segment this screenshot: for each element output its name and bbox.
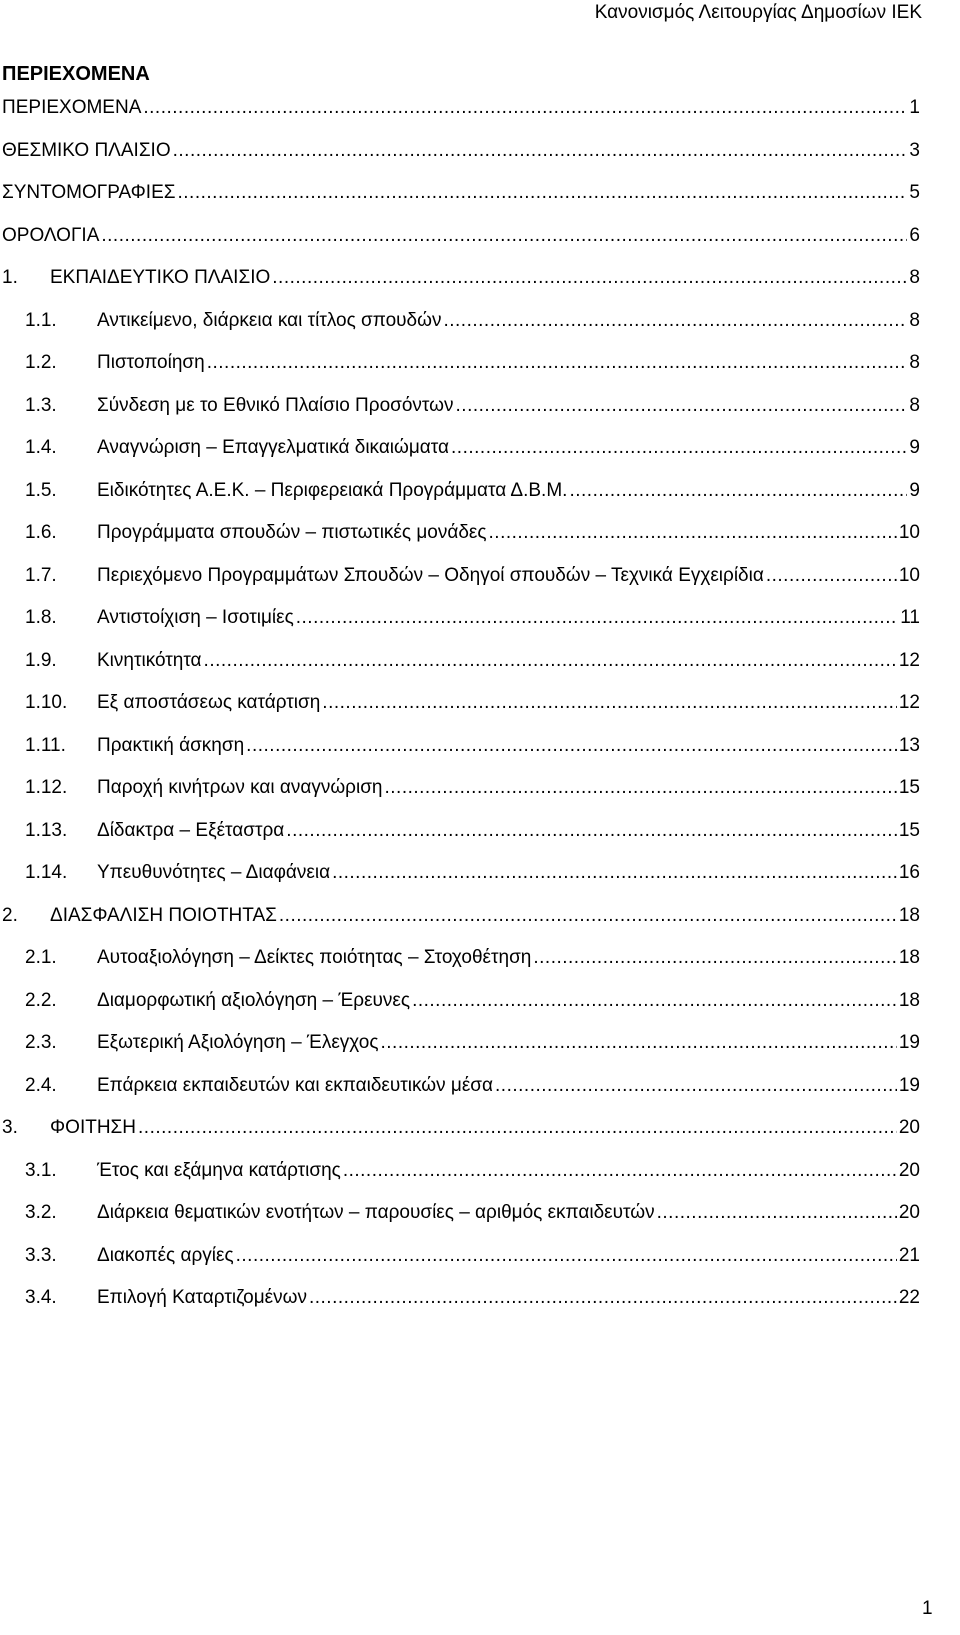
toc-entry-label: Παροχή κινήτρων και αναγνώριση [97, 777, 383, 798]
toc-entry-line [97, 521, 920, 545]
toc-entry-page: 8 [909, 352, 920, 373]
toc-entry-line [97, 861, 920, 885]
toc-entry[interactable] [0, 1159, 960, 1189]
toc-entry-number: 3.2. [25, 1202, 57, 1223]
toc-entry[interactable] [0, 1286, 960, 1316]
toc-entry-page: 3 [909, 139, 920, 161]
dot-leader [138, 1116, 897, 1140]
dot-leader [178, 181, 908, 205]
toc-entry-label: Αντικείμενο, διάρκεια και τίτλος σπουδών [97, 309, 442, 331]
toc-entry[interactable] [0, 946, 960, 976]
toc-entry-line [97, 394, 920, 418]
toc-entry[interactable] [0, 139, 960, 169]
toc-entry-page: 12 [898, 692, 920, 713]
dot-leader [204, 649, 897, 673]
toc-entry-page: 15 [898, 819, 920, 841]
toc-entry[interactable] [0, 691, 960, 721]
dot-leader [332, 861, 897, 885]
dot-leader [309, 1286, 897, 1310]
toc-entry-number: 2.4. [25, 1074, 57, 1096]
toc-entry[interactable] [0, 819, 960, 849]
toc-entry-line [97, 1201, 920, 1225]
dot-leader [451, 436, 907, 460]
dot-leader [207, 351, 908, 375]
toc-entry-number: 1.6. [25, 522, 57, 543]
toc-entry-page: 20 [898, 1159, 920, 1181]
toc-entry-number: 1.4. [25, 437, 57, 458]
toc-entry[interactable] [0, 266, 960, 296]
toc-entry-label: ΕΚΠΑΙΔΕΥΤΙΚΟ ΠΛΑΙΣΙΟ [50, 267, 271, 288]
dot-leader [533, 946, 897, 970]
dot-leader [495, 1074, 897, 1098]
toc-entry-page: 12 [898, 649, 920, 671]
dot-leader [296, 606, 899, 630]
toc-entry-number: 3.4. [25, 1287, 57, 1308]
toc-entry-label: Διάρκεια θεματικών ενοτήτων – παρουσίες – αριθμός εκπαιδευτών [97, 1202, 655, 1223]
toc-entry[interactable] [0, 861, 960, 891]
toc-entry-number: 2.1. [25, 947, 57, 968]
toc-entry-page: 18 [898, 904, 920, 926]
toc-entry[interactable] [0, 1074, 960, 1104]
dot-leader [569, 479, 907, 503]
dot-leader [322, 691, 897, 715]
dot-leader [343, 1159, 897, 1183]
toc-entry-number: 3.1. [25, 1159, 57, 1181]
dot-leader [657, 1201, 897, 1225]
toc-entry-page: 15 [898, 777, 920, 798]
toc-entry-line [2, 181, 920, 205]
toc-entry-label: Διαμορφωτική αξιολόγηση – Έρευνες [97, 989, 411, 1011]
toc-entry-line [97, 1159, 920, 1183]
toc-entry-page: 10 [898, 522, 920, 543]
dot-leader [101, 224, 907, 248]
toc-entry-page: 10 [898, 564, 920, 586]
toc-entry-line [2, 224, 920, 248]
toc-entry[interactable] [0, 309, 960, 339]
toc-entry-label: Εξωτερική Αξιολόγηση – Έλεγχος [97, 1032, 379, 1053]
toc-entry-page: 20 [898, 1202, 920, 1223]
toc-entry-page: 22 [898, 1287, 920, 1308]
toc-entry-line [50, 904, 920, 928]
toc-entry-line [97, 1031, 920, 1055]
toc-entry-label: ΔΙΑΣΦΑΛΙΣΗ ΠΟΙΟΤΗΤΑΣ [50, 904, 277, 926]
toc-entry[interactable] [0, 351, 960, 381]
toc-entry[interactable] [0, 224, 960, 254]
toc-entry-page: 8 [909, 309, 920, 331]
toc-entry-line [97, 946, 920, 970]
toc-entry-line [50, 1116, 920, 1140]
toc-entry-label: Σύνδεση με το Εθνικό Πλαίσιο Προσόντων [97, 394, 454, 416]
toc-entry-number: 2.3. [25, 1032, 57, 1053]
toc-entry-label: ΦΟΙΤΗΣΗ [50, 1117, 137, 1138]
toc-entry[interactable] [0, 989, 960, 1019]
toc-entry-number: 3.3. [25, 1244, 57, 1266]
dot-leader [412, 989, 897, 1013]
toc-entry-label: ΘΕΣΜΙΚΟ ΠΛΑΙΣΙΟ [2, 139, 171, 161]
toc-entry-line [97, 351, 920, 375]
toc-entry-number: 1.12. [25, 777, 68, 798]
toc-entry-label: Πιστοποίηση [97, 352, 205, 373]
toc-entry-label: Ειδικότητες Α.Ε.Κ. – Περιφερειακά Προγράμματα Δ.Β.Μ. [97, 479, 568, 501]
toc-entry-line [97, 1286, 920, 1310]
toc-entry-label: ΟΡΟΛΟΓΙΑ [2, 224, 100, 246]
dot-leader [443, 309, 907, 333]
toc-entry-page: 6 [909, 224, 920, 246]
toc-entry[interactable] [0, 1031, 960, 1061]
toc-entry[interactable] [0, 394, 960, 424]
toc-entry[interactable] [0, 734, 960, 764]
toc-entry-page: 9 [909, 437, 920, 458]
toc-entry-line [97, 309, 920, 333]
toc-entry-line [2, 139, 920, 163]
dot-leader [384, 776, 896, 800]
toc-entry-label: Κινητικότητα [97, 649, 202, 671]
toc-entry[interactable] [0, 436, 960, 466]
toc-entry[interactable] [0, 1116, 960, 1146]
toc-entry-line [97, 989, 920, 1013]
toc-entry-line [97, 479, 920, 503]
toc-entry-page: 9 [909, 479, 920, 501]
toc-entry-line [97, 606, 920, 630]
toc-entry-label: Περιεχόμενο Προγραμμάτων Σπουδών – Οδηγοί σπουδών – Τεχνικά Εγχειρίδια [97, 564, 764, 586]
toc-entry[interactable] [0, 521, 960, 551]
toc-entry-page: 19 [898, 1074, 920, 1096]
toc-entry-line [50, 266, 920, 290]
toc-entry-number: 1.2. [25, 352, 57, 373]
toc-entry-number: 1.7. [25, 564, 57, 586]
toc-entry-page: 18 [898, 947, 920, 968]
toc-entry-number: 3. [2, 1117, 18, 1138]
toc-entry-line [97, 564, 920, 588]
toc-entry-label: Επιλογή Καταρτιζομένων [97, 1287, 307, 1308]
toc-entry-label: Αυτοαξιολόγηση – Δείκτες ποιότητας – Στοχοθέτηση [97, 947, 532, 968]
toc-entry-line [97, 1244, 920, 1268]
toc-entry-page: 5 [909, 182, 920, 203]
toc-entry-line [97, 776, 920, 800]
toc-entry-label: Πρακτική άσκηση [97, 734, 245, 756]
toc-entry-page: 16 [898, 862, 920, 883]
toc-entry-label: Έτος και εξάμηνα κατάρτισης [97, 1159, 341, 1181]
toc-entry[interactable] [0, 1244, 960, 1274]
toc-entry-label: Προγράμματα σπουδών – πιστωτικές μονάδες [97, 522, 487, 543]
dot-leader [286, 819, 897, 843]
toc-entry-label: ΣΥΝΤΟΜΟΓΡΑΦΙΕΣ [2, 182, 176, 203]
toc-entry-number: 1.8. [25, 607, 57, 628]
toc-entry-page: 18 [898, 989, 920, 1011]
running-header: Κανονισμός Λειτουργίας Δημοσίων ΙΕΚ [594, 2, 922, 23]
toc-entry[interactable] [0, 1201, 960, 1231]
toc-entry[interactable] [0, 904, 960, 934]
toc-entry-label: Αναγνώριση – Επαγγελματικά δικαιώματα [97, 437, 450, 458]
toc-entry-line [97, 734, 920, 758]
toc-entry-line [97, 691, 920, 715]
toc-entry-label: ΠΕΡΙΕΧΟΜΕΝΑ [2, 97, 142, 118]
dot-leader [272, 266, 907, 290]
toc-entry-line [97, 436, 920, 460]
toc-entry-page: 13 [898, 734, 920, 756]
dot-leader [279, 904, 897, 928]
toc-entry-page: 19 [898, 1032, 920, 1053]
toc-entry-label: Επάρκεια εκπαιδευτών και εκπαιδευτικών μέσα [97, 1074, 494, 1096]
toc-entry-number: 1.11. [25, 734, 66, 756]
toc-entry-line [97, 819, 920, 843]
dot-leader [380, 1031, 896, 1055]
toc-entry-number: 2.2. [25, 989, 57, 1011]
toc-entry-label: Δίδακτρα – Εξέταστρα [97, 819, 285, 841]
page-number: 1 [922, 1598, 933, 1619]
toc-entry-page: 11 [900, 607, 920, 628]
toc-entry[interactable] [0, 479, 960, 509]
toc-entry[interactable] [0, 649, 960, 679]
dot-leader [143, 96, 907, 120]
toc-entry-number: 1.13. [25, 819, 68, 841]
dot-leader [766, 564, 897, 588]
toc-entry-label: Υπευθυνότητες – Διαφάνεια [97, 862, 331, 883]
toc-entry[interactable] [0, 96, 960, 126]
dot-leader [456, 394, 908, 418]
toc-entry-label: Αντιστοίχιση – Ισοτιμίες [97, 607, 294, 628]
toc-entry-number: 1.3. [25, 394, 57, 416]
dot-leader [246, 734, 897, 758]
toc-heading: ΠΕΡΙΕΧΟΜΕΝΑ [2, 63, 150, 85]
toc-entry-number: 1. [2, 267, 18, 288]
dot-leader [489, 521, 897, 545]
dot-leader [173, 139, 908, 163]
toc-entry-page: 20 [898, 1117, 920, 1138]
toc-entry-line [2, 96, 920, 120]
toc-entry[interactable] [0, 776, 960, 806]
toc-entry-page: 8 [909, 394, 920, 416]
toc-entry-number: 2. [2, 904, 18, 926]
toc-entry-number: 1.9. [25, 649, 57, 671]
toc-entry-page: 1 [909, 97, 920, 118]
toc-entry-label: Διακοπές αργίες [97, 1244, 234, 1266]
toc-entry-number: 1.1. [25, 309, 57, 331]
dot-leader [236, 1244, 897, 1268]
toc-entry-label: Εξ αποστάσεως κατάρτιση [97, 692, 321, 713]
toc-entry-line [97, 649, 920, 673]
toc-entry-number: 1.5. [25, 479, 57, 501]
toc-entry-page: 21 [898, 1244, 920, 1266]
toc-entry-number: 1.14. [25, 862, 68, 883]
toc-entry-number: 1.10. [25, 692, 68, 713]
toc-entry-line [97, 1074, 920, 1098]
toc-entry[interactable] [0, 564, 960, 594]
toc-entry[interactable] [0, 606, 960, 636]
toc-entry[interactable] [0, 181, 960, 211]
toc-entry-page: 8 [909, 267, 920, 288]
